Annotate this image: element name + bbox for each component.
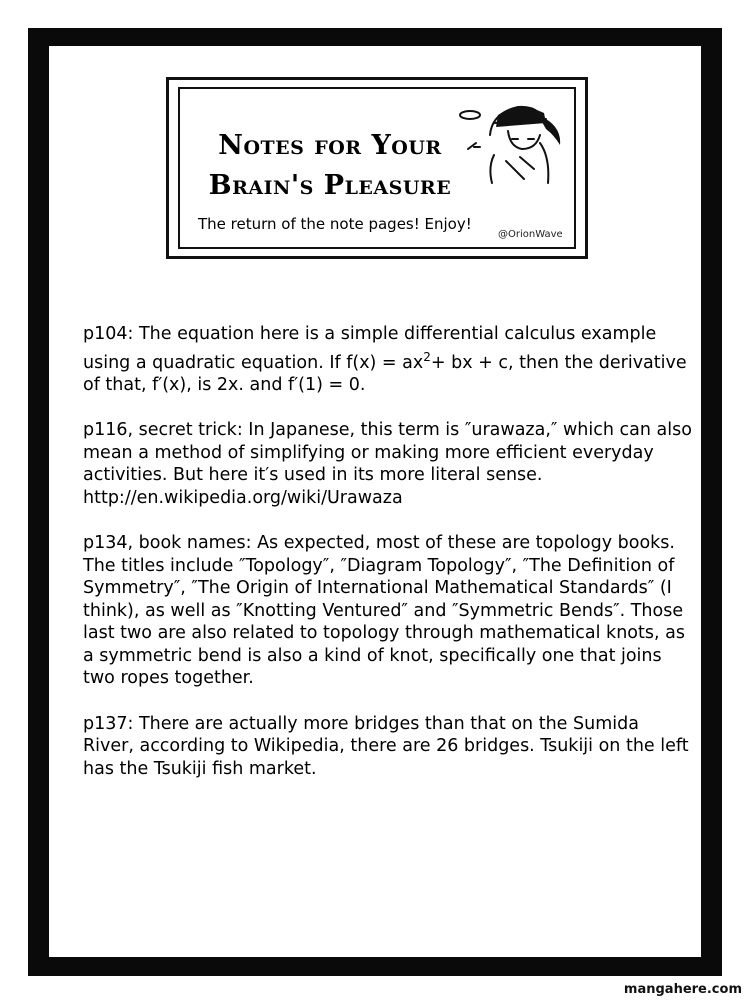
site-watermark: mangahere.com <box>623 982 742 997</box>
note-text: As expected, most of these are topology books. The titles include ″Topology″, ″Diagram Topology″, ″The Definition of Symmetry″, ″The Origin of International Mathematical Standards″ (I think), as well as ″Knotting Ventured″ and ″Symmetric Bends″. Those last two are also related to topology through mathematical knots, as a symmetric bend is also a kind of knot, specifically one that joins two ropes together. <box>83 533 685 689</box>
title-line-2: Brain's Pleasure <box>208 170 452 201</box>
note-label: p104: <box>83 324 134 344</box>
note-p134 <box>83 532 693 690</box>
note-p116 <box>83 419 693 509</box>
note-p137 <box>83 713 693 781</box>
note-label: p116, secret trick: <box>83 420 243 441</box>
note-text: The equation here is a simple differential calculus example using a quadratic equation. If f(x) = ax <box>83 324 657 373</box>
note-text: In Japanese, this term is ″urawaza,″ which can also mean a method of simplifying or making more efficient everyday activities. But here it′s used in its more literal sense. <box>83 420 692 486</box>
note-p104 <box>83 323 693 396</box>
note-text-continued: + bx + c, then the derivative of that, f′(x), is 2x. and f′(1) = 0. <box>83 352 687 395</box>
note-superscript: 2 <box>423 349 431 364</box>
author-doodle-icon <box>450 95 570 185</box>
note-link[interactable]: http://en.wikipedia.org/wiki/Urawaza <box>83 487 403 508</box>
title-line-1: Notes for Your <box>218 130 442 161</box>
subtitle: The return of the note pages! Enjoy! <box>198 215 472 233</box>
note-label: p134, book names: <box>83 533 252 554</box>
note-label: p137: <box>83 713 134 734</box>
artist-credit: @OrionWave <box>498 229 563 240</box>
notes-list <box>83 323 693 803</box>
note-text: There are actually more bridges than that on the Sumida River, according to Wikipedia, there are 26 bridges. Tsukiji on the left has the Tsukiji fish market. <box>83 713 689 779</box>
